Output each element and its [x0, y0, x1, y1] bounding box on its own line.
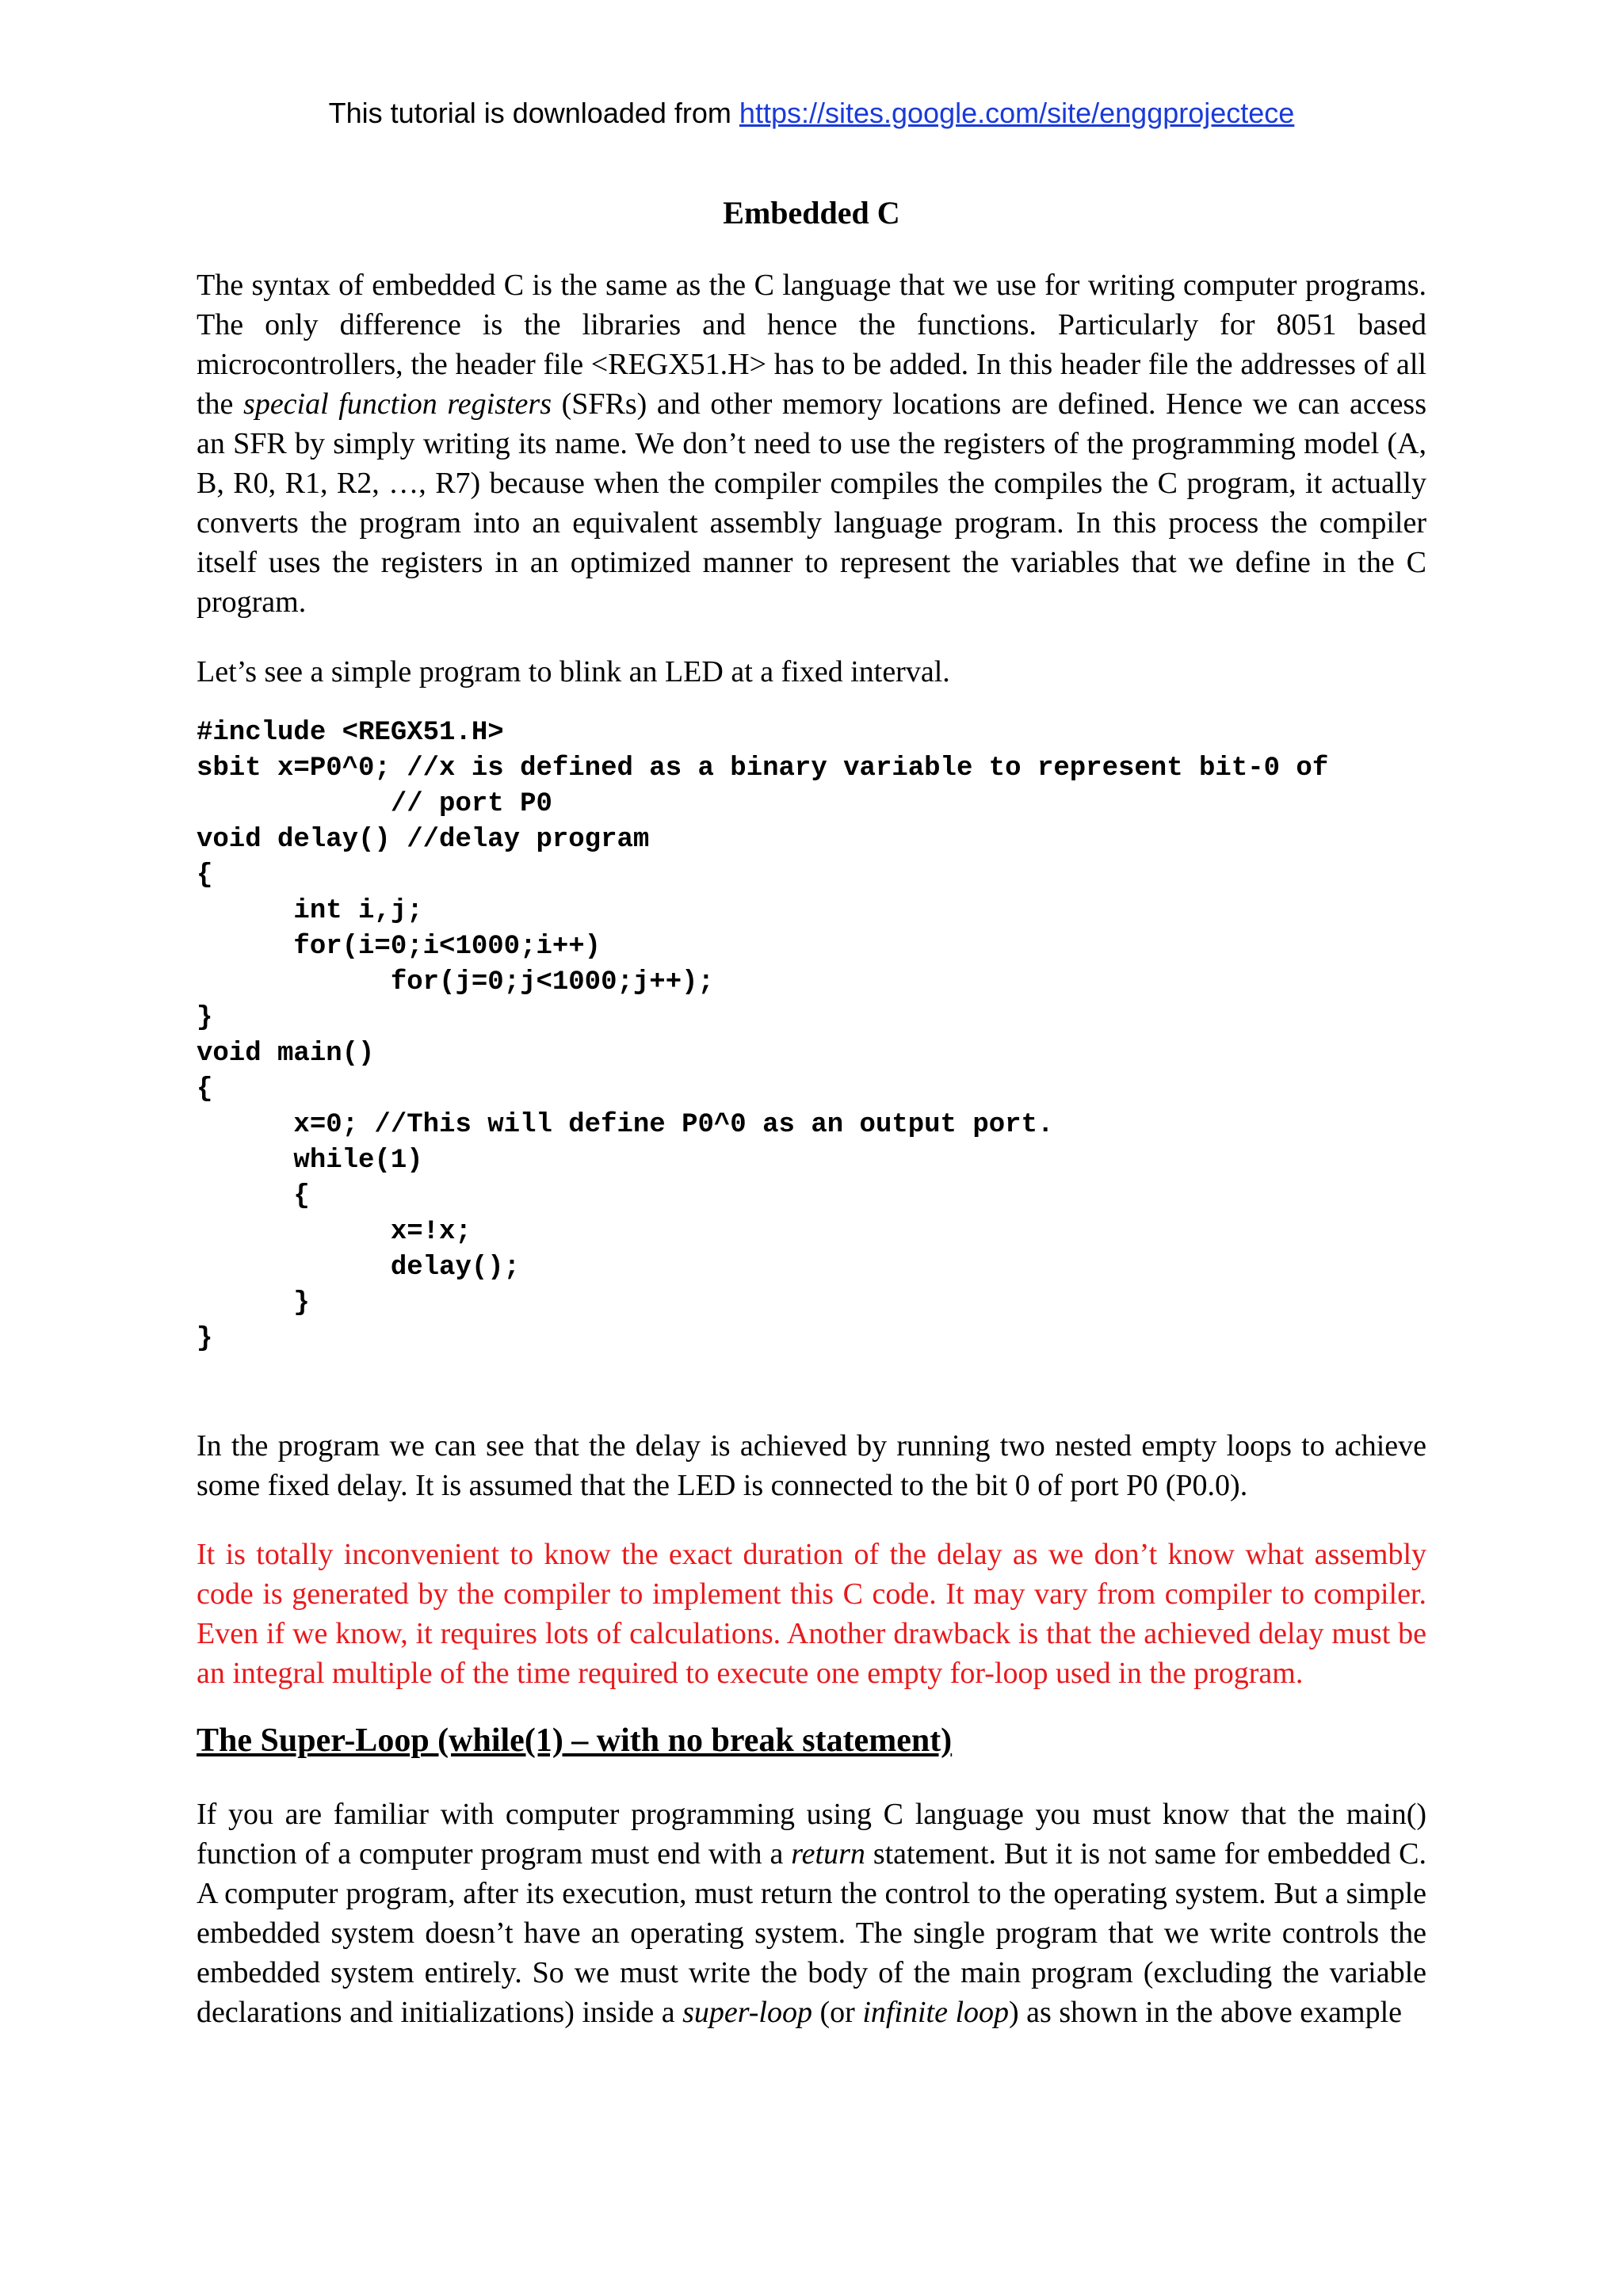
example-intro-paragraph: Let’s see a simple program to blink an LED at a fixed interval.	[197, 655, 950, 688]
code-line: x=!x;	[197, 1217, 472, 1247]
source-link[interactable]: https://sites.google.com/site/enggprojectece	[739, 97, 1295, 129]
code-line: void main()	[197, 1039, 375, 1069]
code-line: while(1)	[197, 1146, 423, 1176]
code-line: {	[197, 1181, 310, 1211]
delay-explanation-paragraph: In the program we can see that the delay is achieved by running two nested empty loops to achieve some fixed delay. It is assumed that the LED is connected to the bit 0 of port P0 (P0.0).	[197, 1429, 1426, 1502]
code-line: for(i=0;i<1000;i++)	[197, 932, 601, 962]
code-line: {	[197, 1074, 213, 1104]
code-line: }	[197, 1003, 213, 1033]
code-line: for(j=0;j<1000;j++);	[197, 967, 714, 997]
code-line: delay();	[197, 1253, 521, 1283]
intro-emphasis: special function registers	[243, 387, 552, 421]
header-prefix: This tutorial is downloaded from	[328, 97, 739, 129]
super-loop-text-3: (or	[812, 1996, 863, 2029]
intro-text-2: (SFRs) and other memory locations are defined. Hence we can access an SFR by simply writing its name. We don’t need to use the registers of the programming model (A, B, R0, R1, R2, …, R7) because when the compiler compiles the compiles the C program, it actually converts the program into an equivalent assembly language program. In this process the compiler itself uses the registers in an optimized manner to represent the variables that we define in the C program.	[197, 387, 1427, 619]
code-line: {	[197, 860, 213, 891]
section-heading-super-loop: The Super-Loop (while(1) – with no break statement)	[197, 1722, 953, 1759]
super-loop-text-2: statement. But it is not same for embedded C. A computer program, after its execution, must return the control to the operating system. But a simple embedded system doesn’t have an operating system. The single program that we write controls the embedded system entirely. So we must write the body of the main program (excluding the variable declarations and initializations) inside a	[197, 1837, 1426, 2029]
code-line: x=0; //This will define P0^0 as an output port.	[197, 1110, 1054, 1140]
intro-paragraph	[197, 265, 1426, 622]
page-title: Embedded C	[723, 195, 900, 231]
super-loop-emphasis-return: return	[791, 1837, 865, 1871]
code-block	[197, 715, 1433, 1357]
code-line: #include <REGX51.H>	[197, 718, 504, 748]
super-loop-text-4: ) as shown in the above example	[1009, 1996, 1402, 2029]
code-line: // port P0	[197, 789, 552, 819]
code-line: }	[197, 1324, 213, 1354]
code-line: sbit x=P0^0; //x is defined as a binary variable to represent bit-0 of	[197, 753, 1329, 784]
code-line: void delay() //delay program	[197, 825, 650, 855]
drawback-paragraph: It is totally inconvenient to know the exact duration of the delay as we don’t know what assembly code is generated by the compiler to implement this C code. It may vary from compiler to compiler. Even if we know, it requires lots of calculations. Another drawback is that the achieved delay must be an integral multiple of the time required to execute one empty for-loop used in the program.	[197, 1538, 1426, 1690]
super-loop-paragraph	[197, 1794, 1426, 2032]
download-header	[0, 97, 1623, 130]
super-loop-text-1: If you are familiar with computer programming using C language you must know that the main() function of a computer program must end with a	[197, 1798, 1426, 1871]
intro-text-1: The syntax of embedded C is the same as the C language that we use for writing computer programs. The only difference is the libraries and hence the functions. Particularly for 8051 based microcontrollers, the header file <REGX51.H> has to be added. In this header file the addresses of all the	[197, 269, 1426, 421]
super-loop-emphasis-infinite-loop: infinite loop	[862, 1996, 1010, 2029]
super-loop-emphasis-super-loop: super-loop	[682, 1996, 812, 2029]
code-line: }	[197, 1288, 310, 1318]
code-line: int i,j;	[197, 896, 423, 926]
